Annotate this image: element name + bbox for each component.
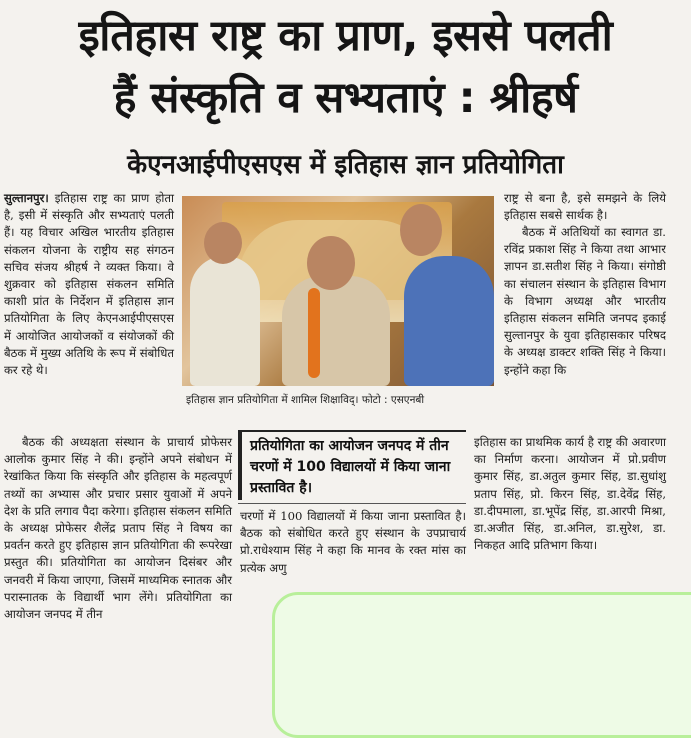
paragraph-meeting: बैठक की अध्यक्षता संस्थान के प्राचार्य प्रोफेसर आलोक कुमार सिंह ने की। इन्होंने अपने संबोधन में रेखांकित किया कि संस्कृति और इतिहास के महत्वपूर्ण तथ्यों का अभ्यास और प्रचार प्रसार युवाओं में अपने देश के प्रति लगाव पैदा करेगा। इतिहास संकलन समिति के अध्यक्ष प्रोफेसर शैलेंद्र प्रताप सिंह ने विषय का प्रवर्तन करते हुए इतिहास ज्ञान प्रतियोगिता की रूपरेखा प्रस्तुत की। प्रतियोगिता का आयोजन दिसंबर और जनवरी में किया जाएगा, जिसमें माध्यमिक स्नातक और परास्नातक के विद्यार्थी भाग लेंगे। प्रतियोगिता का आयोजन जनपद में तीन <box>4 435 232 622</box>
side-color-mark <box>680 378 691 438</box>
lead-paragraph: इतिहास राष्ट्र का प्राण होता है, इसी में संस्कृति और सभ्यताएं पलती हैं। यह विचार अखिल भारतीय इतिहास संकलन योजना के राष्ट्रीय सह संगठन सचिव संजय श्रीहर्ष ने व्यक्त किया। वे शुक्रवार को इतिहास संकलन समिति काशी प्रांत के निर्देशन में इतिहास ज्ञान प्रतियोगिता के लिए केएनआईपीएसएस में आयोजित आयोजकों व संयोजकों की बैठक में मुख्य अतिथि के रूप में संबोधित कर रहे थे। <box>4 191 174 378</box>
paragraph-continued: चरणों में 100 विद्यालयों में किया जाना प्रस्तावित है। बैठक को संबोधित करते हुए संस्थान के उपप्राचार्य प्रो.राधेश्याम सिंह ने कहा कि मानव के रक्त मांस का प्रत्येक अणु <box>240 509 466 575</box>
article-column-1-top <box>4 190 174 379</box>
pull-quote-rule <box>238 503 466 504</box>
photo-person-left <box>190 256 260 386</box>
photo-person-right <box>404 256 494 386</box>
paragraph-col3-intro: राष्ट्र से बना है, इसे समझने के लिये इतिहास सबसे सार्थक है। <box>504 191 666 223</box>
subheadline: केएनआईपीएसएस में इतिहास ज्ञान प्रतियोगिता <box>127 150 564 180</box>
article-column-3-lower <box>474 434 666 554</box>
article-column-2-bottom <box>240 508 466 577</box>
photo-caption: इतिहास ज्ञान प्रतियोगिता में शामिल शिक्षाविद्। फोटो : एसएनबी <box>186 394 425 406</box>
photo-garland <box>308 288 320 378</box>
paragraph-guests-continued: इतिहास का प्राथमिक कार्य है राष्ट्र की अवारणा का निर्माण करना। आयोजन में प्रो.प्रवीण कुमार सिंह, डा.अतुल कुमार सिंह, डा.सुधांशु प्रताप सिंह, प्रो. किरन सिंह, डा.देवेंद्र सिंह, डा.दीपमाला, डा.भूपेंद्र सिंह, डा.आरपी मिश्रा, डा.अजीत सिंह, डा.अनिल, डा.सुरेश, डा. निकहत आदि प्रतिभाग किया। <box>474 435 666 553</box>
headline-line-2: हैं संस्कृति व सभ्यताएं : श्रीहर्ष <box>113 73 578 123</box>
pull-quote: प्रतियोगिता का आयोजन जनपद में तीन चरणों में 100 विद्यालयों में किया जाना प्रस्तावित है। <box>238 430 466 500</box>
green-ad-box <box>272 592 691 738</box>
article-column-3-top <box>504 190 666 224</box>
article-column-3-upper <box>504 224 666 379</box>
photo-person-center <box>282 276 390 386</box>
news-photo <box>182 196 494 386</box>
headline-line-1: इतिहास राष्ट्र का प्राण, इससे पलती <box>78 11 613 61</box>
article-column-1-bottom <box>4 434 232 623</box>
paragraph-guests: बैठक में अतिथियों का स्वागत डा. रविंद्र प्रकाश सिंह ने किया तथा आभार ज्ञापन डा.सतीश सिंह ने किया। संगोष्ठी का संचालन संस्थान के इतिहास विभाग के विभाग अध्यक्ष और भारतीय इतिहास संकलन समिति जनपद इकाई सुल्तानपुर के युवा इतिहासकार परिषद के अध्यक्ष डाक्टर शक्ति सिंह ने किया। इन्होंने कहा कि <box>504 225 666 377</box>
dateline: सुल्तानपुर। <box>4 191 49 205</box>
